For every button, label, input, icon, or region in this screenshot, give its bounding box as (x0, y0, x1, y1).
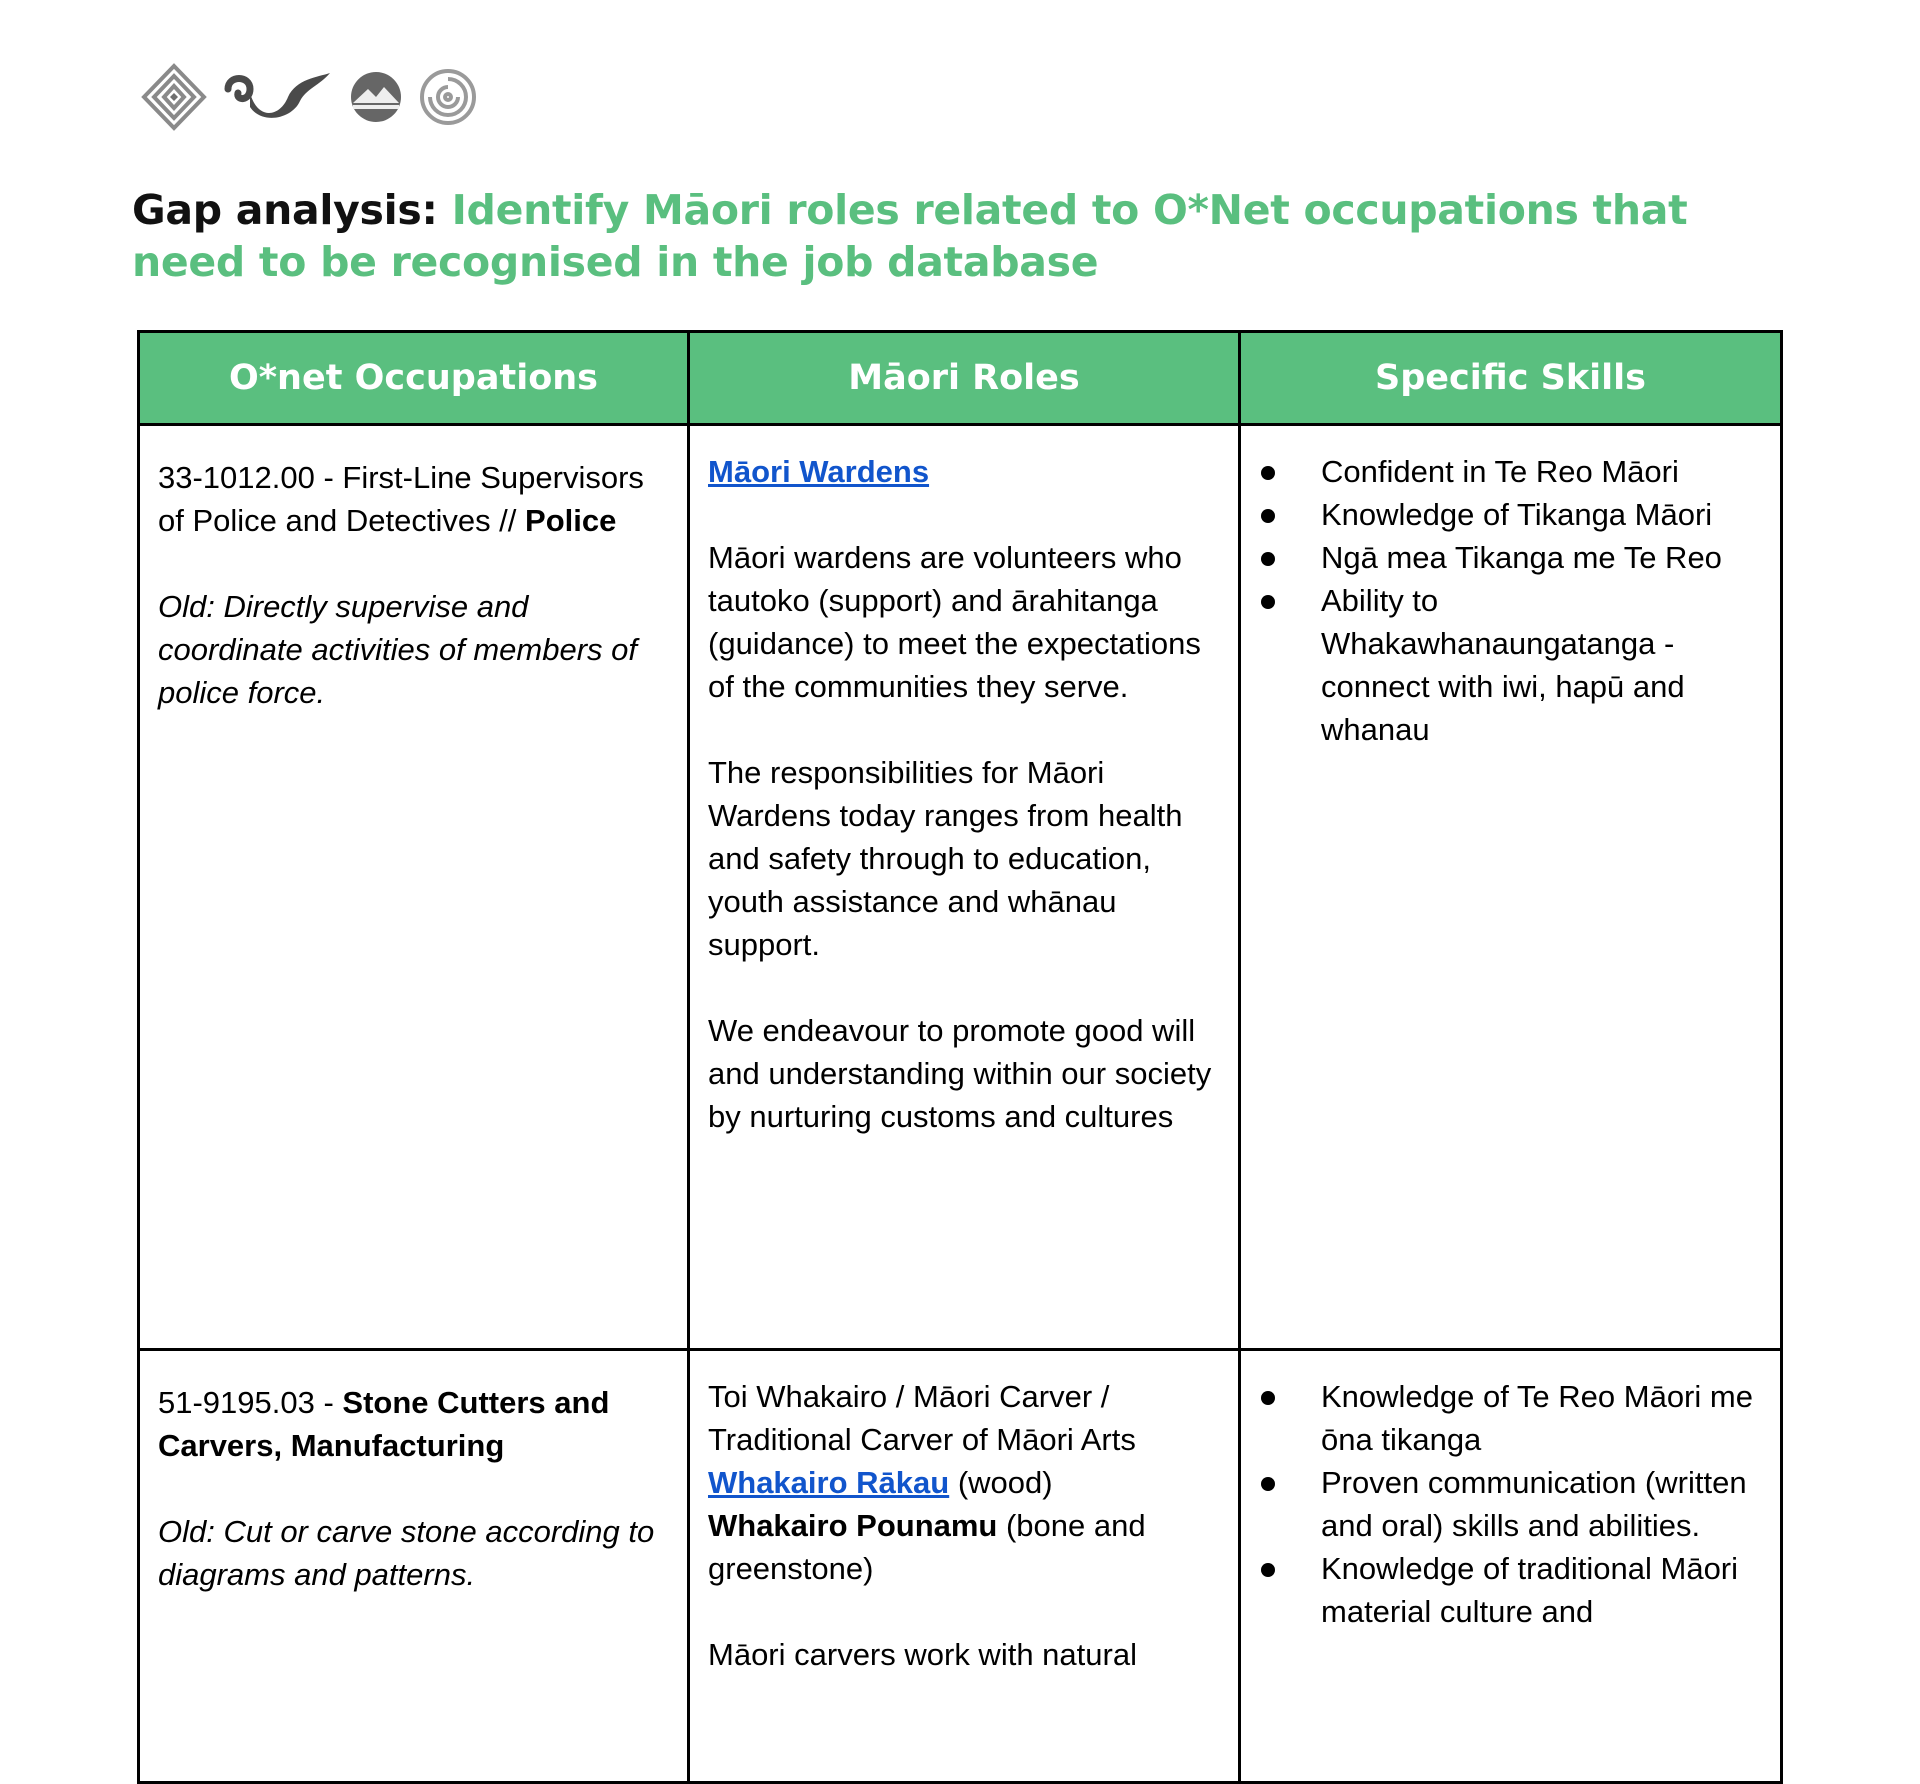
role-description-1: Māori wardens are volunteers who tautoko (support) and ārahitanga (guidance) to meet the expectations of the communities they serve. (708, 540, 1201, 704)
skill-item: Proven communication (written and oral) skills and abilities. (1259, 1461, 1762, 1547)
skills-cell (1240, 425, 1782, 1350)
mountain-circle-logo (348, 69, 404, 125)
occupation-title (158, 456, 669, 542)
skill-item: Knowledge of Te Reo Māori me ōna tikanga (1259, 1375, 1762, 1461)
skill-item: Knowledge of Tikanga Māori (1259, 493, 1762, 536)
logo-row (140, 62, 478, 132)
role-link-suffix: (wood) (949, 1465, 1053, 1500)
title-main: Identify Māori roles related to O*Net occupations that need to be recognised in the job database (132, 186, 1688, 286)
occupation-short: Police (525, 503, 617, 538)
page-title (132, 184, 1772, 288)
table-header-row (139, 332, 1782, 425)
table-row (139, 425, 1782, 1350)
role-bold-suffix: (bone and greenstone) (708, 1508, 1146, 1586)
occupation-code: 33-1012.00 - First-Line Supervisors of Police and Detectives // (158, 460, 644, 538)
title-prefix: Gap analysis: (132, 186, 452, 234)
maori-wardens-link[interactable]: Māori Wardens (708, 454, 930, 489)
skill-item: Knowledge of traditional Māori material culture and (1259, 1547, 1762, 1633)
old-description: Old: Directly supervise and coordinate activities of members of police force. (158, 589, 637, 710)
occupation-cell (139, 425, 689, 1350)
skills-list (1259, 1375, 1762, 1633)
column-header-occupations: O*net Occupations (139, 332, 689, 425)
whakairo-rakau-link[interactable]: Whakairo Rākau (708, 1465, 950, 1500)
maori-role-cell (689, 1350, 1240, 1783)
gap-analysis-table (137, 330, 1783, 1784)
skills-list (1259, 450, 1762, 751)
role-title: Toi Whakairo / Māori Carver / Traditional Carver of Māori Arts (708, 1379, 1136, 1457)
role-description-2: Māori carvers work with natural (708, 1637, 1137, 1672)
old-description: Old: Cut or carve stone according to diagrams and patterns. (158, 1514, 655, 1592)
spiral-logo (418, 67, 478, 127)
occupation-code: 51-9195.03 - (158, 1385, 343, 1420)
skill-item: Confident in Te Reo Māori (1259, 450, 1762, 493)
skill-item: Ability to Whakawhanaungatanga - connect with iwi, hapū and whanau (1259, 579, 1762, 751)
table-row (139, 1350, 1782, 1783)
column-header-maori-roles: Māori Roles (689, 332, 1240, 425)
skill-item: Ngā mea Tikanga me Te Reo (1259, 536, 1762, 579)
maori-role-cell (689, 425, 1240, 1350)
skills-cell (1240, 1350, 1782, 1783)
wave-logo (222, 67, 334, 127)
column-header-specific-skills: Specific Skills (1240, 332, 1782, 425)
occupation-cell (139, 1350, 689, 1783)
diamond-pattern-logo (140, 62, 208, 132)
role-description-2: The responsibilities for Māori Wardens today ranges from health and safety through to education, youth assistance and whānau support. (708, 755, 1183, 962)
occupation-short: Stone Cutters and Carvers, Manufacturing (158, 1385, 610, 1463)
occupation-title (158, 1381, 669, 1467)
role-description-3: We endeavour to promote good will and understanding within our society by nurturing customs and cultures (708, 1013, 1212, 1134)
role-bold-title: Whakairo Pounamu (708, 1508, 998, 1543)
